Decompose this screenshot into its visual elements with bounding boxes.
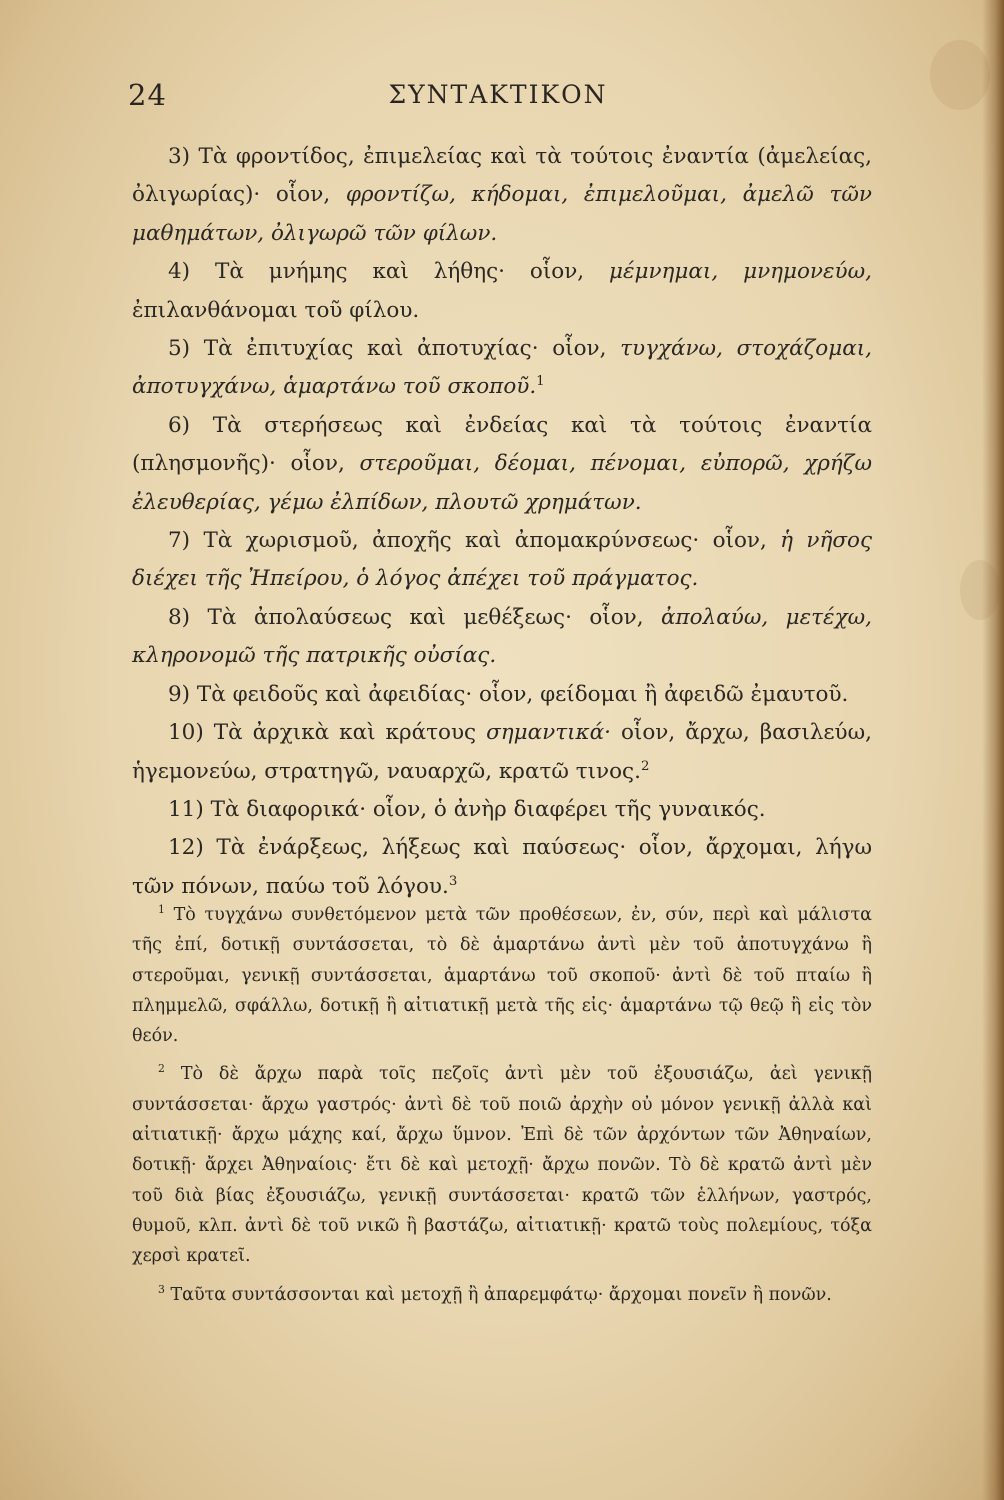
item-examples: στεροῦμαι, δέομαι, πένομαι, εὐπορῶ, χρήζω ἐλευθερίας, γέμω ἐλπίδων, πλουτῶ χρημάτων. [132, 451, 872, 515]
paragraph-11 [132, 791, 872, 829]
item-lead: Τὰ μνήμης καὶ λήθης· οἷον, [214, 259, 609, 285]
item-lead: Τὰ ἐνάρξεως, λήξεως καὶ παύσεως· οἷον, ἄρχομαι, λήγω τῶν πόνων, παύω τοῦ λόγου. [132, 835, 872, 899]
item-examples: ἡ νῆσος διέχει τῆς Ἠπείρου, ὁ λόγος ἀπέχει τοῦ πράγματος. [132, 528, 873, 592]
page-edge [982, 0, 1004, 1500]
paper-stain [930, 40, 990, 110]
item-lead: Τὰ διαφορικά· οἷον, ὁ ἀνὴρ διαφέρει τῆς γυναικός. [210, 796, 766, 822]
footnote-number: 1 [158, 903, 165, 917]
footnote-text: Τὸ τυγχάνω συνθετόμενον μετὰ τῶν προθέσεων, ἐν, σύν, περὶ καὶ μάλιστα τῆς ἐπί, δοτικῇ συντάσσεται, τὸ δὲ ἁμαρτάνω ἀντὶ μὲν τοῦ ἀποτυγχάνω ἢ στεροῦμαι, γενικῇ συντάσσεται, ἁμαρτάνω τοῦ σκοποῦ· ἀντὶ δὲ τοῦ πταίω ἢ πλημμελῶ, σφάλλω, δοτικῇ ἢ αἰτιατικῇ μετὰ τῆς εἰς· ἁμαρτάνω τῷ θεῷ ἢ εἰς τὸν θεόν. [132, 905, 872, 1047]
footnote-text: Τὸ δὲ ἄρχω παρὰ τοῖς πεζοῖς ἀντὶ μὲν τοῦ ἐξουσιάζω, ἀεὶ γενικῇ συντάσσεται· ἄρχω γαστρός· ἀντὶ δὲ τοῦ ποιῶ ἀρχὴν οὐ μόνον γενικῇ ἀλλὰ καὶ αἰτιατικῇ· ἄρχω μάχης καί, ἄρχω ὕμνον. Ἐπὶ δὲ τῶν ἀρχόντων τῶν Ἀθηναίων, δοτικῇ· ἄρχει Ἀθηναίοις· ἔτι δὲ καὶ μετοχῇ· ἄρχω πονῶν. Τὸ δὲ κρατῶ ἀντὶ μὲν τοῦ διὰ βίας ἐξουσιάζω, γενικῇ συντάσσεται· κρατῶ τῶν ἑλλήνων, γαστρός, θυμοῦ, κλπ. ἀντὶ δὲ τοῦ νικῶ ἢ βαστάζω, αἰτιατικῇ· κρατῶ τοὺς πολεμίους, τόξα χερσὶ κρατεῖ. [132, 1064, 872, 1267]
item-lead: Τὰ στερήσεως καὶ ἐνδείας καὶ τὰ τούτοις ἐναντία (πλησμονῆς)· οἷον, [132, 412, 872, 477]
paragraph-5 [132, 330, 872, 407]
item-marker: 4) [168, 259, 191, 285]
item-marker: 7) [168, 528, 191, 554]
footnote-number: 3 [158, 1282, 165, 1296]
paragraph-4 [132, 253, 872, 330]
footnote-text: Ταῦτα συντάσσονται καὶ μετοχῇ ἢ ἀπαρεμφάτῳ· ἄρχομαι πονεῖν ἢ πονῶν. [170, 1284, 832, 1305]
item-marker: 6) [168, 412, 191, 438]
footnote-ref: 2 [640, 758, 650, 774]
paragraph-8 [132, 599, 872, 676]
item-marker: 3) [168, 144, 191, 169]
paragraph-12 [132, 829, 872, 906]
item-tail: ἐπιλανθάνομαι τοῦ φίλου. [132, 297, 420, 323]
item-marker: 10) [168, 720, 204, 746]
page-number: 24 [128, 78, 167, 112]
footnote-2 [132, 1059, 872, 1271]
paragraph-9 [132, 676, 872, 714]
footnote-ref: 3 [448, 873, 458, 889]
item-examples: σημαντικά· [486, 720, 611, 746]
item-examples: φροντίζω, κήδομαι, ἐπιμελοῦμαι, ἀμελῶ τῶν μαθημάτων, ὀλιγωρῶ τῶν φίλων. [132, 182, 873, 246]
footnote-1 [132, 900, 872, 1051]
item-examples: μέμνημαι, μνημονεύω, [609, 259, 872, 285]
item-marker: 5) [168, 336, 191, 362]
item-lead: Τὰ ἐπιτυχίας καὶ ἀποτυχίας· οἷον, [203, 336, 621, 362]
paragraph-7 [132, 522, 872, 599]
item-examples: ἀπολαύω, μετέχω, κληρονομῶ τῆς πατρικῆς οὐσίας. [132, 604, 872, 669]
paragraph-10 [132, 714, 872, 791]
item-marker: 12) [168, 835, 204, 861]
footnote-number: 2 [158, 1062, 165, 1076]
item-lead: Τὰ φειδοῦς καὶ ἀφειδίας· οἷον, φείδομαι ἢ ἀφειδῶ ἐμαυτοῦ. [196, 681, 849, 707]
item-marker: 11) [168, 796, 204, 822]
item-examples: τυγχάνω, στοχάζομαι, ἀποτυγχάνω, ἁμαρτάνω τοῦ σκοποῦ. [132, 336, 872, 400]
footnote-3 [132, 1280, 872, 1310]
item-lead: Τὰ ἀρχικὰ καὶ κράτους [213, 720, 487, 746]
item-marker: 8) [168, 604, 191, 630]
item-tail: οἷον, ἄρχω, βασιλεύω, ἡγεμονεύω, στρατηγῶ, ναυαρχῶ, κρατῶ τινος. [132, 720, 872, 784]
running-title: ΣΥΝΤΑΚΤΙΚΟΝ [388, 80, 608, 109]
footnote-ref: 1 [536, 374, 545, 390]
item-marker: 9) [168, 681, 191, 707]
item-lead: Τὰ φροντίδος, ἐπιμελείας καὶ τὰ τούτοις ἐναντία (ἀμελείας, ὀλιγωρίας)· οἷον, [132, 144, 873, 208]
item-lead: Τὰ ἀπολαύσεως καὶ μεθέξεως· οἷον, [207, 604, 662, 630]
item-lead: Τὰ χωρισμοῦ, ἀποχῆς καὶ ἀπομακρύνσεως· οἷον, [203, 528, 781, 554]
footnotes [132, 900, 872, 1318]
main-text [132, 138, 872, 906]
page-header [128, 78, 868, 118]
paragraph-6 [132, 407, 872, 522]
paragraph-3 [132, 138, 872, 253]
